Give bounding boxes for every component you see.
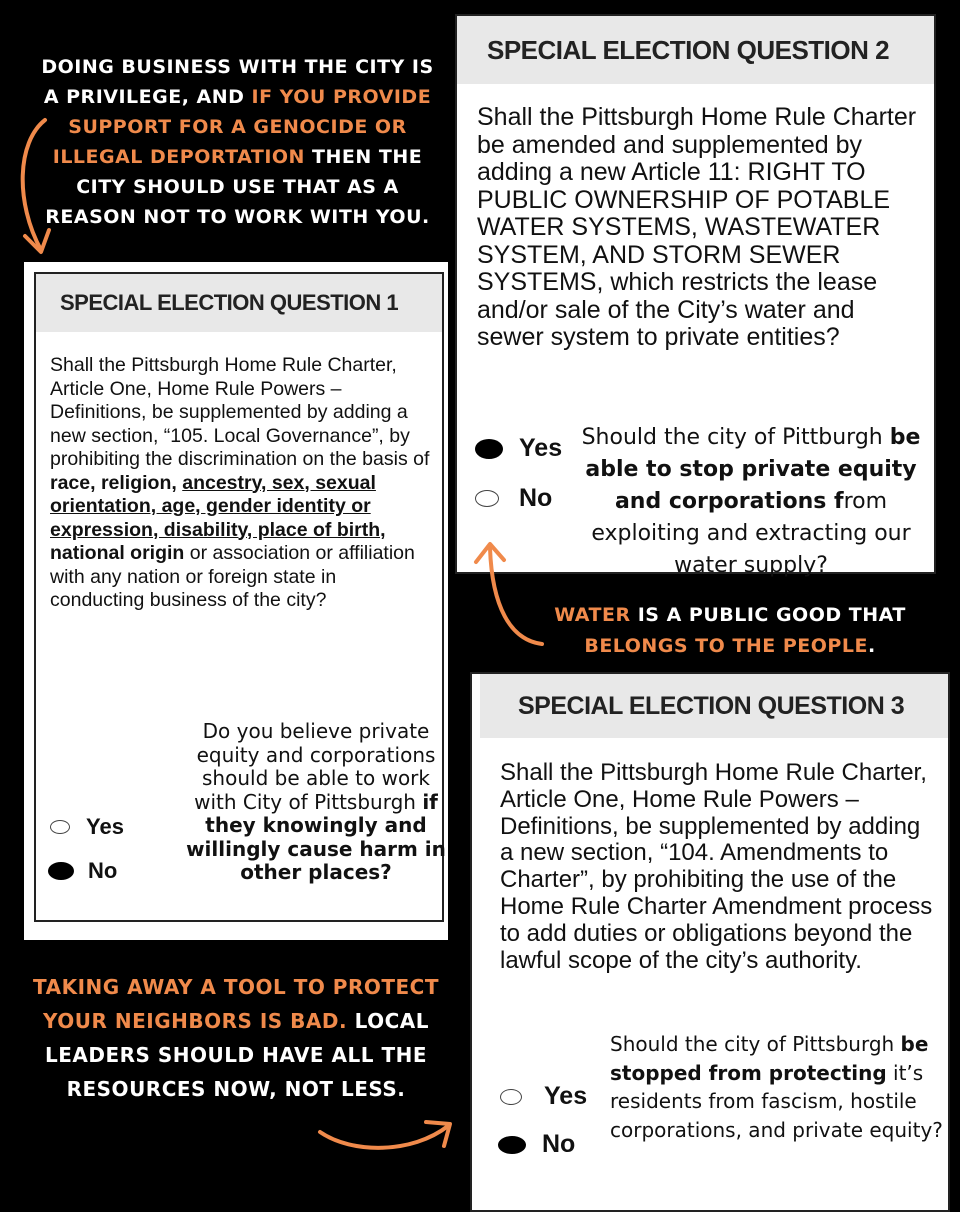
question-1-annotation-bold: if they knowingly and willingly cause harm in other places? [186,789,446,884]
question-3-yes-option[interactable] [500,1082,587,1111]
question-1-text-e: or association or affiliation with any nation or foreign state in conducting business of the city? [50,542,415,611]
radio-unselected-icon [50,820,70,834]
radio-selected-icon [475,439,503,459]
question-1-yes-option[interactable] [50,814,124,840]
question-3-annotation-bold: be stopped from protecting [610,1032,929,1085]
radio-selected-icon [48,862,74,880]
question-3-text: Shall the Pittsburgh Home Rule Charter, Article One, Home Rule Powers – Definitions, be supplemented by adding a new section, “104. Amendments to Charter”, by prohibiting the use of the Home Rule Charter Amendment process to add duties or obligations beyond the lawful scope of the city’s authority. [500,759,933,974]
question-3-yes-label: Yes [544,1082,588,1110]
arrow-icon [312,1110,462,1170]
radio-unselected-icon [500,1089,522,1105]
annotation-top-left [40,52,435,232]
question-3-no-option[interactable] [498,1130,575,1159]
annotation-middle-right-water: WATER [554,604,631,626]
arrow-icon [5,112,85,262]
question-1-text-underlined: ancestry, sex, sexual orientation, age, gender identity or expression, disability, place of birth, [50,471,386,541]
question-2-annotation-c: rom exploiting and extracting our water supply? [591,489,911,578]
question-2-annotation-bold: be able to stop private equity and corporations f [585,425,921,514]
question-2-no-label: No [519,484,553,512]
ballot-question-3 [470,672,950,1212]
annotation-top-left-highlight: IF YOU PROVIDE SUPPORT FOR A GENOCIDE OR ILLEGAL DEPORTATION [52,86,432,168]
radio-selected-icon [498,1136,526,1154]
question-1-text [50,354,432,613]
question-3-annotation [610,1030,944,1144]
question-1-text-a: Shall the Pittsburgh Home Rule Charter, Article One, Home Rule Powers – Definitions, be supplemented by adding a new section, “105. Local Governance”, by prohibiting the discrimination on the basis of [50,354,430,470]
question-1-text-bold-a: race, religion, [50,471,177,494]
question-1-annotation-a: Do you believe private equity and corporations should be able to work with City of Pittsburgh [194,719,436,814]
annotation-top-left-part-a: DOING BUSINESS WITH THE CITY IS A PRIVILEGE, AND [41,56,434,108]
question-2-no-option[interactable] [475,484,552,513]
question-3-annotation-a: Should the city of Pittsburgh [610,1032,901,1056]
question-2-annotation-a: Should the city of Pittburgh [581,425,890,450]
annotation-middle-right [530,600,930,662]
annotation-middle-right-period: . [867,635,876,657]
question-1-no-label: No [88,858,118,883]
annotation-middle-right-highlight: BELONGS TO THE PEOPLE [584,635,868,657]
question-3-no-label: No [542,1130,576,1158]
radio-unselected-icon [475,490,499,507]
annotation-bottom-left [26,970,446,1106]
ballot-question-2 [455,14,936,578]
question-1-no-option[interactable] [48,858,117,884]
question-1-yes-label: Yes [86,814,124,839]
question-1-annotation [186,720,446,885]
question-3-title: SPECIAL ELECTION QUESTION 3 [480,674,948,738]
question-3-annotation-c: it’s residents from fascism, hostile corporations, and private equity? [610,1060,943,1142]
question-1-title: SPECIAL ELECTION QUESTION 1 [36,274,442,332]
question-2-title: SPECIAL ELECTION QUESTION 2 [457,16,934,84]
question-1-frame [34,272,444,922]
annotation-middle-right-part-b: IS A PUBLIC GOOD THAT [630,604,906,626]
ballot-question-1 [24,262,448,940]
annotation-bottom-left-part-b: LOCAL LEADERS SHOULD HAVE ALL THE RESOURCES NOW, NOT LESS. [44,1009,430,1101]
annotation-bottom-left-highlight: TAKING AWAY A TOOL TO PROTECT YOUR NEIGHBORS IS BAD. [33,975,439,1033]
question-2-yes-option[interactable] [475,434,562,463]
question-2-annotation [567,422,935,582]
annotation-top-left-part-c: THEN THE CITY SHOULD USE THAT AS A REASON NOT TO WORK WITH YOU. [45,146,430,228]
question-2-yes-label: Yes [519,434,563,462]
question-2-text: Shall the Pittsburgh Home Rule Charter be amended and supplemented by adding a new Article 11: RIGHT TO PUBLIC OWNERSHIP OF POTABLE WATER SYSTEMS, WASTEWATER SYSTEM, AND STORM SEWER SYSTEMS, which restricts the lease and/or sale of the City’s water and sewer system to private entities? [477,103,917,351]
question-1-text-bold-b: national origin [50,542,185,564]
